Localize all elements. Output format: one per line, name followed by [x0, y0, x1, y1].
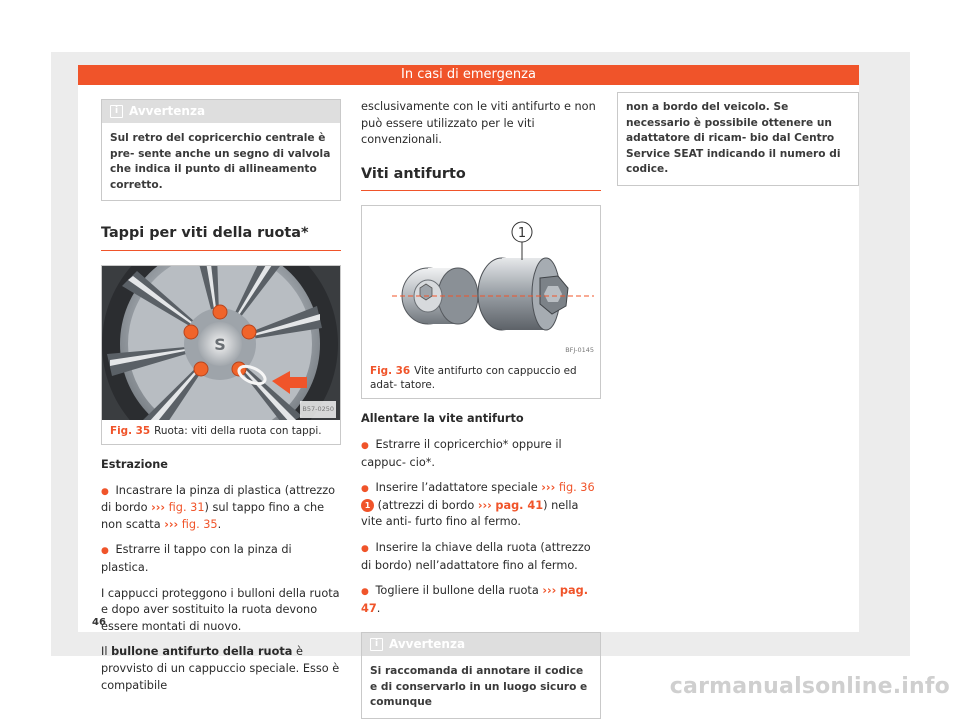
bullet-item — [361, 480, 601, 531]
warning-header — [362, 633, 600, 656]
figure-label: Fig. 36 — [370, 365, 411, 378]
warning-text: non a bordo del veicolo. Se necessario è possibile ottenere un adattatore di ricam- bio dal Centro Service SEAT indicando il numero di codice. — [626, 101, 841, 175]
right-column — [617, 92, 859, 186]
paragraph: esclusivamente con le viti antifurto e non può essere utilizzato per le viti convenzionali. — [361, 100, 596, 147]
bullet-dot: ● — [101, 546, 109, 557]
bullet-text: Inserire la chiave della ruota (attrezzo di bordo) nell’adattatore fino al fermo. — [361, 540, 591, 572]
ref-text: fig. 36 — [558, 481, 595, 495]
warning-box-left — [101, 99, 341, 201]
bullet-text: Togliere il bullone della ruota — [375, 584, 539, 598]
bullet-dot: ● — [361, 484, 369, 495]
arrow-icon: ››› — [477, 498, 492, 512]
figure-label: Fig. 35 — [110, 424, 151, 437]
ref-text: fig. 31 — [168, 501, 205, 515]
arrow-icon: ››› — [151, 501, 166, 515]
section-title-tappi: Tappi per viti della ruota* — [101, 225, 341, 251]
subhead-estrazione: Estrazione — [101, 458, 168, 472]
bullet-text: Estrarre il copricerchio* oppure il cappuc- cio*. — [361, 437, 562, 469]
bullet-text: (attrezzi di bordo — [377, 498, 475, 512]
info-icon: i — [110, 105, 123, 118]
warning-header — [102, 100, 340, 123]
bullet-dot: ● — [361, 440, 369, 451]
ref-text: pag. 41 — [495, 498, 544, 512]
bullet-item — [361, 540, 601, 574]
bullet-text: Inserire l’adattatore speciale — [375, 481, 538, 495]
bullet-text: Incastrare la pinza di plastica (attrezzo di bordo — [101, 483, 336, 515]
svg-text:S: S — [214, 334, 226, 354]
antitheft-bolt-image — [362, 206, 600, 360]
warning-box-middle — [361, 632, 601, 719]
bullet-dot: ● — [361, 543, 369, 554]
arrow-icon: ››› — [542, 584, 557, 598]
warning-box-continued — [617, 92, 859, 186]
wheel-illustration — [102, 266, 340, 420]
arrow-icon: ››› — [541, 481, 556, 495]
cross-reference-link[interactable] — [151, 501, 204, 514]
bullet-item — [101, 483, 341, 534]
figure-caption — [102, 420, 340, 445]
figure-caption — [362, 360, 600, 398]
bullet-item — [101, 542, 341, 576]
figure-caption-text: Vite antifurto con cappuccio ed adat- tatore. — [370, 365, 577, 391]
subhead-allentare: Allentare la vite antifurto — [361, 412, 524, 426]
paragraph-text: Il — [101, 645, 108, 659]
warning-title: Avvertenza — [389, 637, 466, 652]
callout-badge: 1 — [361, 499, 374, 512]
bullet-text: ) sul tappo fino a che non scatta — [101, 501, 325, 531]
bullet-item — [361, 583, 601, 617]
bullet-text: Estrarre il tappo con la pinza di plastica. — [101, 543, 292, 575]
paragraph-bold: bullone antifurto della ruota — [111, 645, 293, 659]
bullet-dot: ● — [361, 587, 369, 598]
figure-36 — [361, 205, 601, 399]
figure-code: BFJ-0145 — [563, 342, 596, 359]
bullet-item — [361, 437, 601, 471]
cross-reference-link[interactable] — [541, 481, 594, 494]
bullet-dot: ● — [101, 486, 109, 497]
warning-title: Avvertenza — [129, 104, 206, 118]
bullet-text: . — [217, 517, 222, 531]
info-icon: i — [370, 638, 383, 651]
middle-column — [361, 99, 601, 719]
ref-text: fig. 35 — [181, 517, 218, 531]
bullet-text: ) nella vite anti- furto fino al fermo. — [361, 498, 579, 529]
bullet-text: . — [376, 601, 381, 615]
page-number: 46 — [92, 617, 106, 628]
wheel-image — [102, 266, 340, 420]
cross-reference-link[interactable] — [478, 499, 543, 512]
antitheft-bolt-illustration — [362, 206, 600, 360]
left-column — [101, 99, 341, 703]
figure-code: B57-0250 — [300, 401, 336, 418]
section-title-viti: Viti antifurto — [361, 166, 601, 192]
paragraph-text: è provvisto di un cappuccio speciale. Esso è compatibile — [101, 645, 340, 692]
arrow-icon: ››› — [164, 517, 179, 531]
callout-number: 1 — [517, 226, 527, 242]
warning-text: Si raccomanda di annotare il codice e di conservarlo in un luogo sicuro e comunque — [370, 665, 588, 709]
chapter-header: In casi di emergenza — [78, 65, 859, 85]
cross-reference-link[interactable] — [164, 518, 217, 531]
warning-text: Sul retro del copricerchio centrale è pre- sente anche un segno di valvola che indica il punto di allineamento corretto. — [110, 132, 331, 191]
figure-caption-text: Ruota: viti della ruota con tappi. — [154, 424, 322, 437]
paragraph: I cappucci proteggono i bulloni della ruota e dopo aver sostituito la ruota devono essere montati di nuovo. — [101, 586, 340, 633]
figure-35 — [101, 265, 341, 446]
ref-text: pag. 47 — [361, 584, 588, 615]
watermark: carmanualsonline.info — [669, 674, 950, 699]
paragraph — [101, 644, 341, 694]
